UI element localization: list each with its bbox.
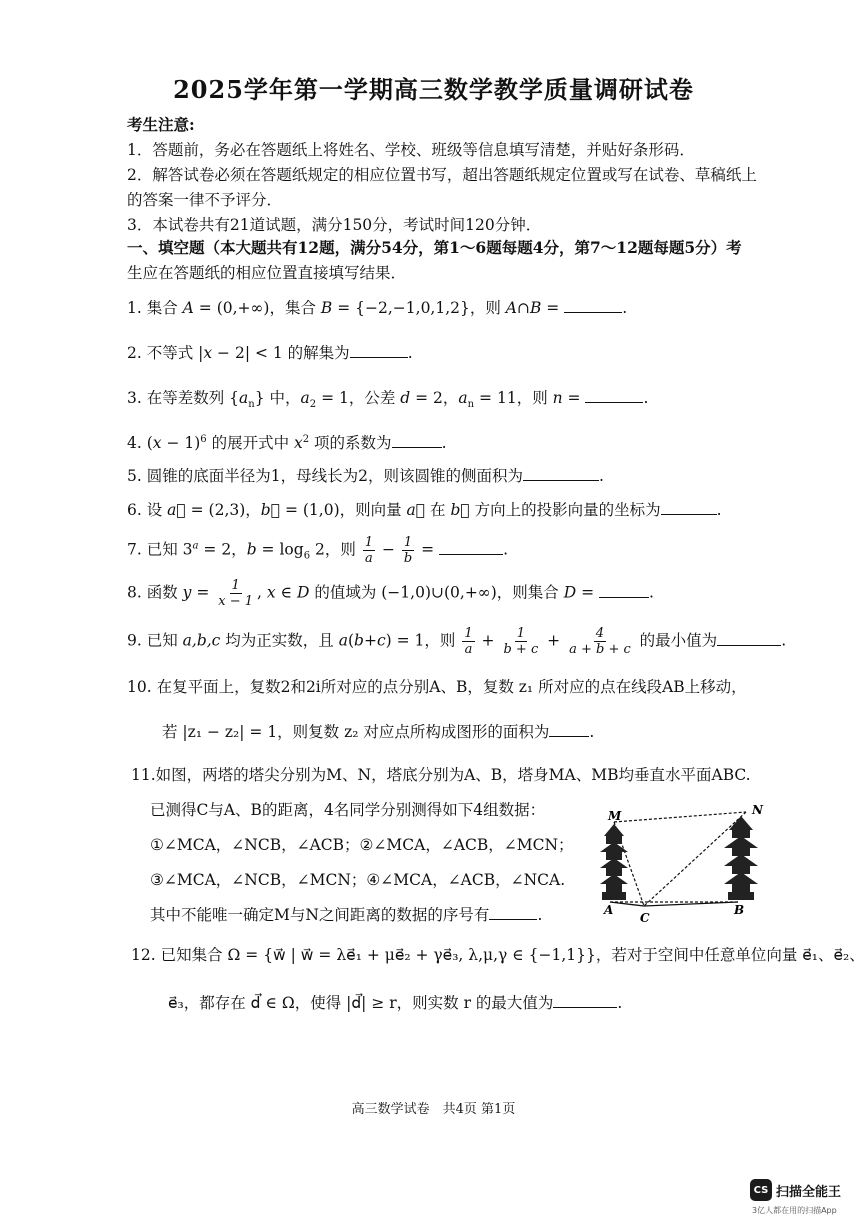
question-4 — [127, 431, 447, 453]
label-N: N — [752, 803, 763, 817]
q9-fraction — [501, 626, 540, 657]
q8-var: D — [563, 583, 577, 602]
question-11-line-2: 已测得C与A、B的距离，4名同学分别测得如下4组数据： — [150, 801, 546, 819]
q3-sub: 2 — [309, 399, 317, 411]
q7-text: = — [416, 540, 440, 559]
q6-text: = (2,3)， — [185, 501, 261, 519]
q9-frac-den: a + b + c — [569, 642, 631, 657]
question-9 — [127, 626, 786, 657]
question-3 — [127, 386, 648, 410]
q11-text: 其中不能唯一确定M与N之间距离的数据的序号有 — [150, 906, 490, 924]
q7-text: = log — [256, 540, 304, 559]
q3-var: a — [458, 389, 468, 407]
q6-period: . — [716, 501, 722, 519]
q8-var: x — [266, 583, 276, 602]
q9-var: a,b,c — [182, 631, 221, 650]
q9-frac-num: 1 — [464, 626, 473, 641]
q10-period: . — [589, 723, 595, 741]
q6-vec: a⃗ — [167, 501, 186, 519]
q2-period: . — [407, 344, 413, 362]
question-10-line-2 — [162, 720, 594, 742]
q3-var: a — [300, 389, 310, 407]
q1-var-a: A — [182, 299, 194, 317]
q7-frac-den: b — [403, 551, 413, 566]
q7-exp: a — [192, 540, 199, 552]
q3-var: n — [552, 389, 563, 407]
q6-vec: b⃗ — [450, 501, 470, 519]
q3-period: . — [643, 389, 649, 407]
q4-text: 项的系数为 — [309, 434, 392, 452]
q6-text: 方向上的投影向量的坐标为 — [469, 501, 661, 519]
q9-text: + — [363, 631, 377, 650]
q9-text: 9. 已知 — [127, 631, 183, 650]
q5-text: 5. 圆锥的底面半径为1，母线长为2，则该圆锥的侧面积为 — [127, 467, 523, 485]
answer-blank-6[interactable] — [661, 500, 717, 515]
q3-text: = — [562, 389, 586, 407]
q8-frac-num: 1 — [231, 578, 240, 593]
q1-var-b: B — [320, 299, 333, 317]
q9-frac-den: b + c — [503, 642, 539, 657]
question-11-line-1: 11.如图，两塔的塔尖分别为M、N，塔底分别为A、B，塔身MA、MB均垂直水平面ABC. — [131, 766, 751, 784]
q4-period: . — [441, 434, 447, 452]
q9-var: a — [338, 631, 348, 650]
notice-item-3: 3．本试卷共有21道试题，满分150分，考试时间120分钟． — [127, 216, 542, 234]
section-heading-line1: 一、填空题（本大题共有12题，满分54分，第1～6题每题4分，第7～12题每题5分）考 — [127, 238, 742, 257]
label-B: B — [734, 903, 745, 917]
page-footer: 高三数学试卷 共4页 第1页 — [351, 1102, 516, 1117]
q9-fraction — [462, 626, 474, 657]
q8-text: , — [257, 583, 267, 602]
q9-text: 均为正实数，且 — [220, 631, 339, 650]
question-1 — [127, 296, 627, 318]
q3-text: = 1，公差 — [316, 389, 401, 407]
q1-period: . — [622, 299, 628, 317]
q7-frac-den: a — [365, 551, 373, 566]
q5-period: . — [598, 467, 604, 485]
q8-period: . — [648, 583, 654, 602]
left-tower — [600, 824, 628, 900]
q8-fraction — [216, 578, 255, 609]
answer-blank-7[interactable] — [439, 540, 503, 555]
q1-text: = — [541, 299, 565, 317]
q7-frac-num: 1 — [364, 535, 374, 550]
exam-title: 2025学年第一学期高三数学教学质量调研试卷 — [173, 75, 694, 104]
line-MN — [614, 812, 746, 822]
notice-item-2-cont: 的答案一律不予评分． — [127, 191, 283, 209]
label-M: M — [608, 809, 622, 823]
q7-text: = 2， — [198, 540, 247, 559]
q9-frac-den: a — [464, 642, 473, 657]
answer-blank-3[interactable] — [585, 388, 643, 403]
q3-var: a — [239, 389, 249, 407]
q9-var: c — [376, 631, 386, 650]
q7-period: . — [503, 540, 509, 559]
question-8 — [127, 578, 654, 609]
q6-text: 在 — [425, 501, 451, 519]
q4-text: 的展开式中 — [206, 434, 294, 452]
answer-blank-1[interactable] — [564, 298, 622, 313]
question-10-line-1: 10. 在复平面上，复数2和2i所对应的点分别A、B，复数 z₁ 所对应的点在线段AB上移动， — [127, 678, 747, 696]
q8-text: 的值域为 (−1,0)∪(0,+∞)，则集合 — [309, 583, 564, 602]
q7-text: − — [377, 540, 400, 559]
q3-text: = 11，则 — [474, 389, 553, 407]
q9-text: ) = 1，则 — [385, 631, 461, 650]
q11-period: . — [537, 906, 543, 924]
question-7 — [127, 535, 508, 566]
q9-text: ( — [347, 631, 355, 650]
answer-blank-2[interactable] — [350, 343, 408, 358]
q3-sub: n — [467, 399, 475, 411]
two-towers-figure — [596, 802, 776, 924]
q1-text: 1. 集合 — [127, 299, 183, 317]
q4-text: 4. ( — [127, 434, 153, 452]
question-2 — [127, 341, 413, 363]
q8-text: 8. 函数 — [127, 583, 183, 602]
q4-text: − 1) — [161, 434, 201, 452]
question-12-line-2 — [168, 991, 622, 1013]
q1-text: = (0,+∞)，集合 — [193, 299, 321, 317]
q12-text: e⃗₃，都存在 d⃗ ∈ Ω，使得 |d⃗| ≥ r，则实数 r 的最大值为 — [168, 994, 554, 1012]
q4-exp: 6 — [200, 433, 207, 445]
q7-text: 7. 已知 3 — [127, 540, 193, 559]
notice-item-2: 2．解答试卷必须在答题纸规定的相应位置书写，超出答题纸规定位置或写在试卷、草稿纸上 — [127, 166, 757, 184]
q9-fraction — [567, 626, 633, 657]
section-heading-line2: 生应在答题纸的相应位置直接填写结果． — [127, 264, 407, 282]
q4-exp: 2 — [302, 433, 310, 445]
brand-name: 扫描全能王 — [776, 1184, 842, 1200]
q6-text: 6. 设 — [127, 501, 168, 519]
answer-blank-12[interactable] — [553, 993, 617, 1008]
notice-item-1: 1．答题前，务必在答题纸上将姓名、学校、班级等信息填写清楚，并贴好条形码． — [127, 141, 695, 159]
q6-text: = (1,0)，则向量 — [280, 501, 407, 519]
q7-fraction — [402, 535, 414, 566]
q8-var: y — [182, 583, 192, 602]
q8-text: ∈ — [275, 583, 297, 602]
question-5 — [127, 464, 604, 486]
label-A: A — [604, 903, 614, 917]
question-12-line-1: 12. 已知集合 Ω = {w⃗ | w⃗ = λe⃗₁ + μe⃗₂ + γe⃗₃, λ,μ,γ ∈ {−1,1}}，若对于空间中任意单位向量 e⃗₁、e⃗₂、 — [131, 946, 865, 964]
line-NC — [644, 812, 746, 906]
q4-var: x — [152, 434, 162, 452]
q4-var: x — [294, 434, 303, 452]
question-11-line-4: ③∠MCA，∠NCB，∠MCN；④∠MCA，∠ACB，∠NCA. — [150, 871, 566, 889]
q9-period: . — [781, 631, 787, 650]
scanner-watermark — [750, 1179, 841, 1201]
q3-text: = 2， — [410, 389, 459, 407]
q10-text: 若 |z₁ − z₂| = 1，则复数 z₂ 对应点所构成图形的面积为 — [162, 723, 550, 741]
cs-logo-icon: CS — [750, 1179, 772, 1201]
q7-var: b — [246, 540, 257, 559]
q7-frac-num: 1 — [403, 535, 413, 550]
answer-blank-4[interactable] — [392, 433, 442, 448]
notice-heading: 考生注意: — [127, 115, 195, 134]
q1-intersection: A∩B — [505, 299, 542, 317]
q9-var: b — [354, 631, 364, 650]
q7-fraction — [363, 535, 375, 566]
q8-frac-den: x − 1 — [218, 594, 254, 609]
right-tower — [724, 816, 758, 900]
q7-text: 2，则 — [310, 540, 361, 559]
question-6 — [127, 498, 722, 520]
q2-var-x: x — [203, 344, 213, 362]
brand-tagline: 3亿人都在用的扫描App — [752, 1206, 837, 1215]
q8-text: = — [576, 583, 599, 602]
q3-var: d — [400, 389, 411, 407]
label-C: C — [640, 911, 650, 924]
q6-vec: b⃗ — [260, 501, 281, 519]
answer-blank-10[interactable] — [549, 722, 589, 737]
q1-text: = {−2,−1,0,1,2}，则 — [332, 299, 506, 317]
q2-text: 2. 不等式 | — [127, 344, 204, 362]
q8-text: = — [191, 583, 215, 602]
answer-blank-9[interactable] — [717, 631, 781, 646]
q12-period: . — [617, 994, 623, 1012]
q9-frac-num: 1 — [516, 626, 525, 641]
q3-text: } 中， — [254, 389, 301, 407]
question-11-line-3: ①∠MCA，∠NCB，∠ACB；②∠MCA，∠ACB，∠MCN； — [150, 836, 574, 854]
q7-sub: 6 — [303, 550, 311, 562]
q3-text: 3. 在等差数列 { — [127, 389, 240, 407]
answer-blank-8[interactable] — [599, 583, 649, 598]
q9-text: + — [542, 631, 566, 650]
q9-text: 的最小值为 — [634, 631, 718, 650]
q2-text: − 2| < 1 的解集为 — [212, 344, 350, 362]
q9-frac-num: 4 — [595, 626, 605, 641]
q8-var: D — [296, 583, 310, 602]
answer-blank-11[interactable] — [489, 905, 537, 920]
answer-blank-5[interactable] — [523, 466, 599, 481]
q6-vec: a⃗ — [406, 501, 426, 519]
q3-sub: n — [248, 399, 255, 411]
q9-text: + — [476, 631, 500, 650]
question-11-line-5 — [150, 903, 542, 925]
